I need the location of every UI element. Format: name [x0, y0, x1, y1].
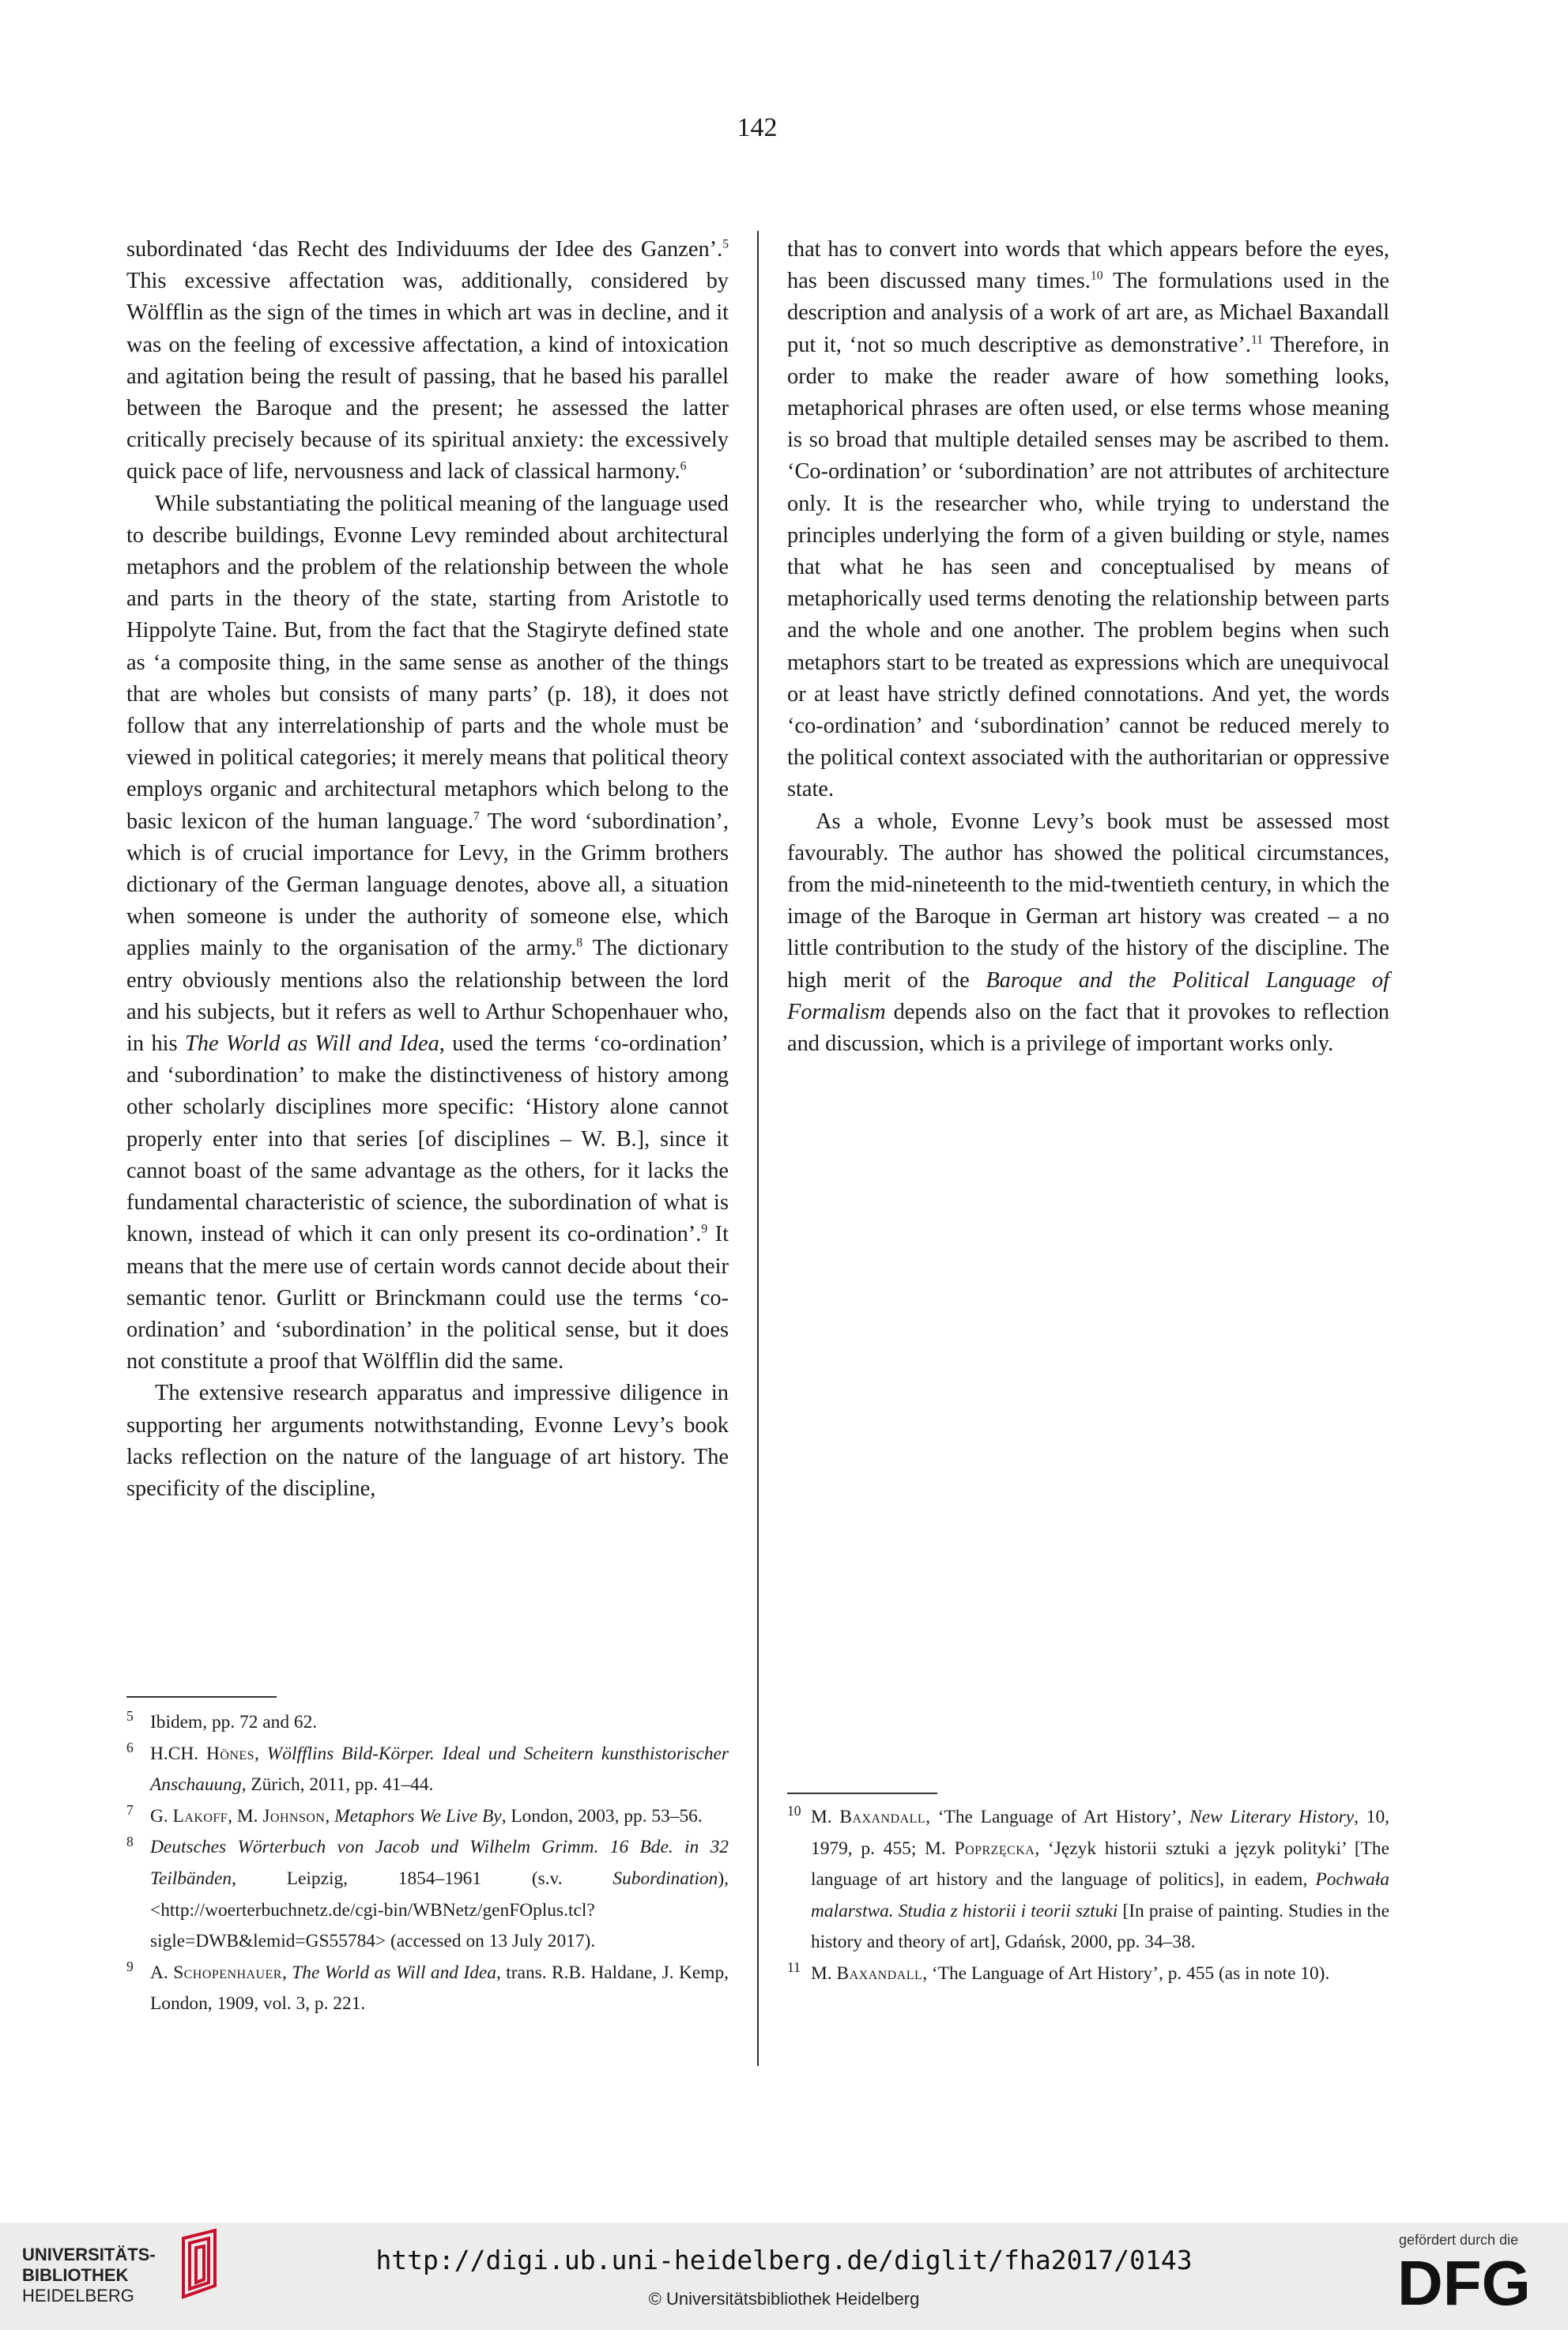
footnote: 10 M. Baxandall, ‘The Language of Art History’, New Literary History, 10, 1979, p. 455; M. Poprzęcka, ‘Język historii sztuki a język polityki’ [The language of art history and the language of politics], in eadem, Pochwała malarstwa. Studia z historii i teorii sztuki [In praise of painting. Studies in the history and theory of art], Gdańsk, 2000, pp. 34–38.: [787, 1803, 1389, 1953]
paragraph: While substantiating the political meaning of the language used to describe buildings, Evonne Levy reminded about architectural metaphors and the problem of the relationship between the whole and parts in the theory of the state, starting from Aristotle to Hippolyte Taine. But, from the fact that the Stagiryte defined state as ‘a composite thing, in the same sense as another of the things that are wholes but consists of many parts’ (p. 18), it does not follow that any interrelationship of parts and the whole must be viewed in political categories; it merely means that political theory employs organic and architectural metaphors which belong to the basic lexicon of the human language.$^7$ The word ‘subordination’, which is of crucial importance for Levy, in the Grimm brothers dictionary of the German language denotes, above all, a situation when someone is under the authority of someone else, which applies mainly to the organisation of the army.$^8$ The dictionary entry obviously mentions also the relationship between the lord and his subjects, but it refers as well to Arthur Schopenhauer who, in his The World as Will and Idea, used the terms ‘co-ordination’ and ‘subordination’ to make the distinctiveness of history among other scholarly disciplines more specific: ‘History alone cannot properly enter into that series [of disciplines – W. B.], since it cannot boast of the same advantage as the others, for it lacks the fundamental characteristic of science, the subordination of what is known, instead of which it can only present its co-ordination’.$^9$ It means that the mere use of certain words cannot decide about their semantic tenor. Gurlitt or Brinckmann could use the terms ‘co-ordination’ and ‘subordination’ in the political sense, but it does not constitute a proof that Wölfflin did the same.: [126, 491, 729, 1374]
footnotes-left: [126, 1707, 729, 2020]
footnote-text: H.CH. Hönes, Wölfflins Bild-Körper. Ideal und Scheitern kunsthistorischer Anschauung, Zürich, 2011, pp. 41–44.: [150, 1743, 729, 1796]
footnotes-right: [787, 1802, 1389, 1990]
library-name-line3: HEIDELBERG: [22, 2286, 134, 2305]
column-divider: [757, 231, 759, 2066]
footnote-text: Deutsches Wörterbuch von Jacob und Wilhelm Grimm. 16 Bde. in 32 Teilbänden, Leipzig, 1854–1961 (s.v. Subordination), <http://woerterbuchnetz.de/cgi-bin/WBNetz/genFOplus.tcl?sigle=DWB&lemid=GS55784> (accessed on 13 July 2017).: [150, 1837, 729, 1952]
footnote: 5 Ibidem, pp. 72 and 62.: [126, 1708, 318, 1732]
dfg-logo-text: DFG: [1397, 2249, 1531, 2313]
footnote-rule-left: [126, 1696, 277, 1698]
footnote: 8 Deutsches Wörterbuch von Jacob und Wilhelm Grimm. 16 Bde. in 32 Teilbänden, Leipzig, 1854–1961 (s.v. Subordination), <http://woerterbuchnetz.de/cgi-bin/WBNetz/genFOplus.tcl?sigle=DWB&lemid=GS55784> (accessed on 13 July 2017).: [126, 1833, 729, 1952]
paragraph: subordinated ‘das Recht des Individuums der Idee des Ganzen’.$^5$ This excessive affectation was, additionally, considered by Wölfflin as the sign of the times in which art was in decline, and it was on the feeling of excessive affectation, a kind of intoxication and agitation being the result of passing, that he based his parallel between the Baroque and the present; he assessed the latter critically precisely because of its spiritual anxiety: the excessively quick pace of life, nervousness and lack of classical harmony.$^6$: [126, 237, 729, 484]
footer-copyright: © Universitätsbibliothek Heidelberg: [648, 2289, 920, 2309]
footnote-text: M. Baxandall, ‘The Language of Art History’, New Literary History, 10, 1979, p. 455; M. Poprzęcka, ‘Język historii sztuki a język polityki’ [The language of art history and the language of politics], in eadem, Pochwała malarstwa. Studia z historii i teorii sztuki [In praise of painting. Studies in the history and theory of art], Gdańsk, 2000, pp. 34–38.: [811, 1807, 1389, 1953]
footnote-text: G. Lakoff, M. Johnson, Metaphors We Live By, London, 2003, pp. 53–56.: [150, 1805, 703, 1827]
footnote: 9 A. Schopenhauer, The World as Will and Idea, trans. R.B. Haldane, J. Kemp, London, 1909, vol. 3, p. 221.: [126, 1958, 729, 2015]
funded-by-label: gefördert durch die: [1399, 2232, 1519, 2248]
library-name-line1: UNIVERSITÄTS-: [22, 2245, 156, 2264]
right-column: [787, 234, 1389, 1060]
footnote-rule-right: [787, 1793, 937, 1794]
page-number: 142: [737, 113, 778, 142]
footnote-text: M. Baxandall, ‘The Language of Art History’, p. 455 (as in note 10).: [811, 1962, 1330, 1984]
footnote-text: A. Schopenhauer, The World as Will and Idea, trans. R.B. Haldane, J. Kemp, London, 1909, vol. 3, p. 221.: [150, 1962, 729, 2015]
footnote: 7 G. Lakoff, M. Johnson, Metaphors We Live By, London, 2003, pp. 53–56.: [126, 1801, 703, 1827]
footnote-text: Ibidem, pp. 72 and 62.: [150, 1712, 318, 1732]
library-name-line2: BIBLIOTHEK: [22, 2265, 129, 2285]
footer-url-link[interactable]: http://digi.ub.uni-heidelberg.de/diglit/fha2017/0143: [375, 2245, 1193, 2275]
footnote: 11 M. Baxandall, ‘The Language of Art History’, p. 455 (as in note 10).: [787, 1959, 1330, 1984]
dfg-logo-icon: [1394, 2249, 1540, 2313]
footer-bar: [0, 2223, 1568, 2330]
paragraph: As a whole, Evonne Levy’s book must be assessed most favourably. The author has showed the political circumstances, from the mid-nineteenth to the mid-twentieth century, in which the image of the Baroque in German art history was created – a no little contribution to the study of the history of the discipline. The high merit of the Baroque and the Political Language of Formalism depends also on the fact that it provokes to reflection and discussion, which is a privilege of important works only.: [787, 809, 1389, 1057]
footnote: 6 H.CH. Hönes, Wölfflins Bild-Körper. Ideal und Scheitern kunsthistorischer Anschauung, Zürich, 2011, pp. 41–44.: [126, 1739, 729, 1796]
left-column: [126, 234, 729, 1505]
paragraph: The extensive research apparatus and impressive diligence in supporting her arguments notwithstanding, Evonne Levy’s book lacks reflection on the nature of the language of art history. The specificity of the discipline,: [126, 1381, 729, 1501]
paragraph: that has to convert into words that which appears before the eyes, has been discussed many times.$^{10}$ The formulations used in the description and analysis of a work of art are, as Michael Baxandall put it, ‘not so much descriptive as demonstrative’.$^{11}$ Therefore, in order to make the reader aware of how something looks, metaphorical phrases are often used, or else terms whose meaning is so broad that multiple detailed senses may be ascribed to them. ‘Co-ordination’ or ‘subordination’ are not attributes of architecture only. It is the researcher who, while trying to understand the principles underlying the form of a given building or style, names that what he has seen and conceptualised by means of metaphorically used terms denoting the relationship between parts and the whole and one another. The problem begins when such metaphors start to be treated as expressions which are unequivocal or at least have strictly defined connotations. And yet, the words ‘co-ordination’ and ‘subordination’ cannot be reduced merely to the political context associated with the authoritarian or oppressive state.: [787, 237, 1390, 802]
